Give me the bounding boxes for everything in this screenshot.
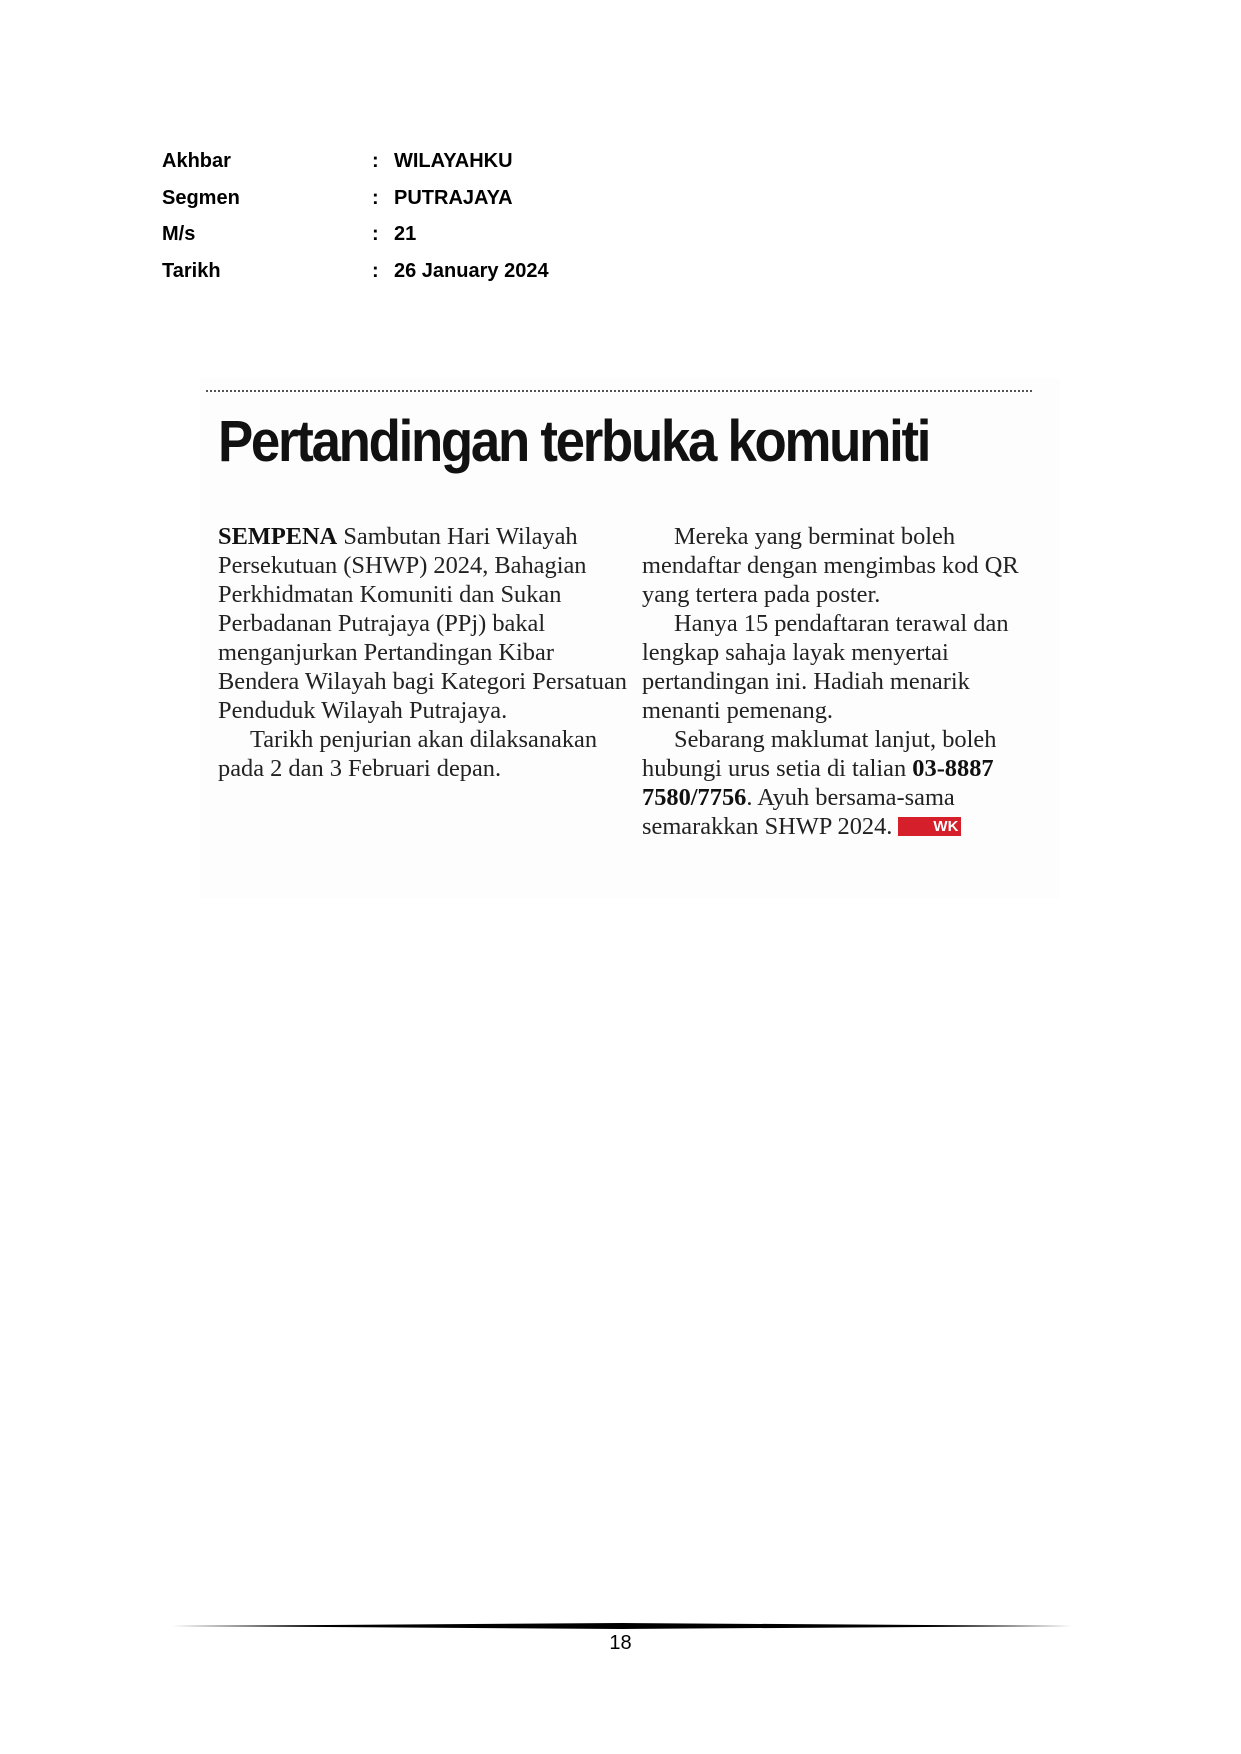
meta-label: Akhbar	[162, 150, 231, 172]
phone-number: 03-8887 7580/7756	[642, 755, 994, 811]
news-clipping	[200, 378, 1060, 898]
article-column-left	[218, 522, 628, 783]
paragraph-text: . Ayuh bersama-sama semarakkan SHWP 2024.	[642, 784, 955, 840]
wk-badge: WK	[898, 817, 961, 836]
meta-label: Tarikh	[162, 259, 221, 282]
meta-colon: :	[372, 150, 379, 172]
article-paragraph: Tarikh penjurian akan dilaksanakan pada 2 dan 3 Februari depan.	[218, 726, 598, 782]
meta-value: 26 January 2024	[394, 259, 549, 282]
article-paragraph	[218, 522, 628, 725]
article-paragraph: Mereka yang berminat boleh mendaftar dengan mengimbas kod QR yang tertera pada poster.	[642, 523, 1019, 608]
article-column-right	[642, 522, 1052, 841]
paragraph-text: Sambutan Hari Wilayah Persekutuan (SHWP) 2024, Bahagian Perkhidmatan Komuniti dan Sukan Perbadanan Putrajaya (PPj) bakal menganjurkan Pertandingan Kibar Bendera Wilayah bagi Kategori Persatuan Penduduk Wilayah Putrajaya.	[218, 523, 627, 724]
paragraph-text: Sebarang maklumat lanjut, boleh hubungi urus setia di talian	[642, 726, 997, 782]
meta-colon: :	[372, 259, 379, 282]
article-headline: Pertandingan terbuka komuniti	[218, 409, 930, 474]
meta-label: M/s	[162, 223, 196, 245]
article-paragraph	[642, 725, 1052, 841]
meta-value: WILAYAHKU	[394, 150, 513, 172]
article-paragraph: Hanya 15 pendaftaran terawal dan lengkap sahaja layak menyertai pertandingan ini. Hadiah menarik menanti pemenang.	[642, 610, 1009, 724]
meta-colon: :	[372, 186, 379, 209]
page-number: 18	[609, 1632, 632, 1654]
meta-value: PUTRAJAYA	[394, 186, 513, 209]
meta-value: 21	[394, 223, 417, 245]
lead-word: SEMPENA	[218, 523, 338, 550]
footer-rule	[172, 1621, 1072, 1631]
meta-label: Segmen	[162, 186, 240, 209]
dotted-divider	[206, 390, 1032, 392]
meta-colon: :	[372, 223, 379, 245]
